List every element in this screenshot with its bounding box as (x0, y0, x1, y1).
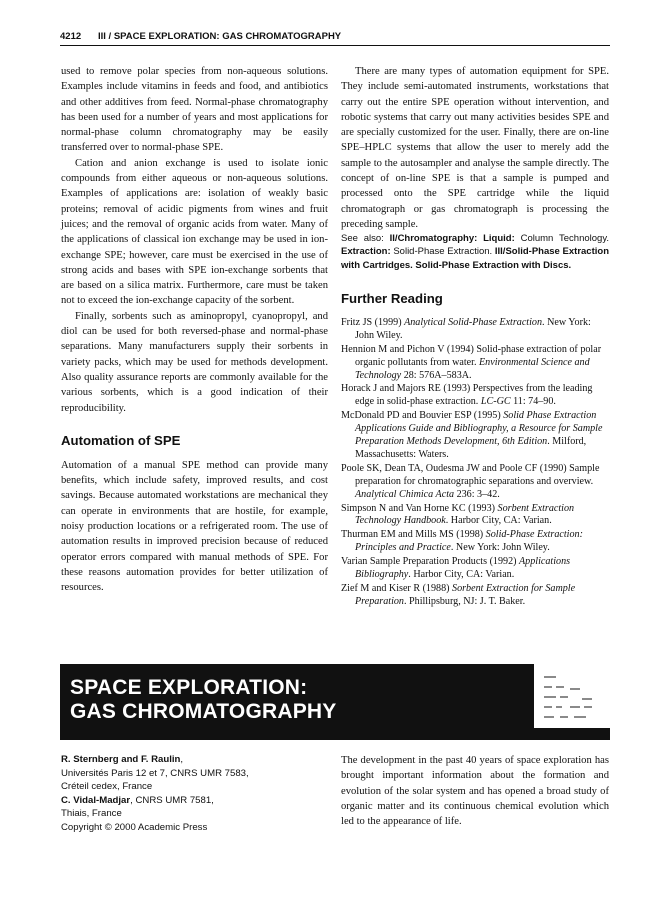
article-title-banner (60, 664, 610, 740)
intro-paragraph: The development in the past 40 years of space exploration has brought important information about the formation and evolution of the solar system and has opened a broad study of organic matter and its continuous chemical evolution which led to the appearance of life. (341, 755, 609, 828)
reference-item: Simpson N and Van Horne KC (1993) Sorbent Extraction Technology Handbook. Harbor City, CA: Varian. (341, 502, 575, 527)
see-also (341, 232, 609, 272)
see-also-prefix: See also: (341, 233, 384, 245)
reference-item: Fritz JS (1999) Analytical Solid-Phase Extraction. New York: John Wiley. (341, 316, 591, 341)
reference-item: Zief M and Kiser R (1988) Sorbent Extraction for Sample Preparation. Phillipsburg, NJ: J. T. Baker. (341, 583, 576, 607)
reference-item: Thurman EM and Mills MS (1998) Solid-Phase Extraction: Principles and Practice. New York: John Wiley. (341, 529, 583, 554)
reference-item: Hennion M and Pichon V (1994) Solid-phase extraction of polar organic pollutants from water. Environmental Science and Technology 28: 576A–583A. (341, 343, 602, 381)
author-names-1: R. Sternberg and F. Raulin (61, 754, 181, 765)
automation-heading: Automation of SPE (61, 432, 181, 448)
automation-equipment-paragraph: There are many types of automation equipment for SPE. They include semi-automated instruments, workstations that carry out the entire SPE operation without intervention, and robotic systems that carry out many activities besides SPE and are specially customized for the user. Finally, there are on-line SPE–HPLC systems that allow the user to merely add the sample to the autosampler and analyse the sample directly. The concept of on-line SPE is that a sample is pumped and processed onto the SPE cartridge while the liquid chromatograph or gas chromatograph is processing the preceding sample. (341, 66, 609, 230)
left-column (61, 64, 328, 596)
reference-item: Poole SK, Dean TA, Oudesma JW and Poole CF (1990) Sample preparation for chromatographic separations and overview. Analytical Chimica Acta 236: 3–42. (341, 462, 600, 500)
affiliation-1-location: Créteil cedex, France (61, 781, 153, 793)
reference-item: McDonald PD and Bouvier ESP (1995) Solid Phase Extraction Applications Guide and Bibliography, a Resource for Sample Preparation Methods Development, 6th Edition. Milford, Massachusetts: Waters. (341, 410, 603, 460)
right-column (341, 64, 609, 610)
further-reading-heading: Further Reading (341, 290, 443, 306)
running-title: III / SPACE EXPLORATION: GAS CHROMATOGRAPHY (98, 31, 342, 42)
article-title-line-1: SPACE EXPLORATION: (70, 676, 308, 699)
affiliation-1: Universités Paris 12 et 7, CNRS UMR 7583, (61, 767, 249, 779)
see-also-link-solid-phase-extraction[interactable]: Solid-Phase Extraction. (393, 246, 493, 258)
page-number: 4212 (60, 31, 82, 42)
affiliation-2-location: Thiais, France (61, 808, 122, 820)
author-block (61, 753, 328, 835)
copyright: Copyright © 2000 Academic Press (61, 821, 208, 833)
reference-list (341, 317, 609, 609)
reference-item: Varian Sample Preparation Products (1992) Applications Bibliography. Harbor City, CA: Varian. (341, 556, 571, 581)
see-also-link-column-technology[interactable]: Column Technology. (520, 233, 610, 245)
body-paragraph: Cation and anion exchange is used to isolate ionic compounds from either aqueous or non-aqueous solutions. Examples of applications are: isolation of weakly basic proteins; removal of acidic pigments from wines and fruit juices; and the removal of organic acids from water. Many of the applications of classical ion exchange may be used in ion-exchange SPE; however, care must be exercised in the use of strong acids and bases with SPE ion-exchange sorbents that are based on a silica matrix. Furthermore, care must be taken not to exceed the ion-exchange capacity of the sorbent. (61, 157, 328, 307)
see-also-link-chromatography[interactable]: II/Chromatography: Liquid: (389, 233, 515, 245)
article-title (70, 676, 490, 724)
header-rule (60, 45, 610, 46)
author-name-2: C. Vidal-Madjar (61, 794, 131, 806)
see-also-link-spe-cartridges-discs[interactable]: III/Solid-Phase Extraction with Cartridges. Solid-Phase Extraction with Discs. (341, 246, 609, 271)
see-also-link-extraction[interactable]: Extraction: (341, 246, 391, 258)
running-head (60, 28, 610, 46)
chromatogram-icon (534, 664, 610, 728)
article-title-line-2: GAS CHROMATOGRAPHY (70, 700, 337, 723)
body-paragraph: Finally, sorbents such as aminopropyl, cyanopropyl, and diol can be used for both reversed-phase and normal-phase separations. Many manufacturers supply their sorbents in variety packs, which may be used for methods development. Also quality assurance reports are commonly available for the various sorbents, which is a good indication of their reproducibility. (61, 310, 328, 414)
author-line-2: C. Vidal-Madjar, CNRS UMR 7581, (61, 794, 214, 806)
body-paragraph: used to remove polar species from non-aqueous solutions. Examples include vitamins in feeds and food, and antibiotics and other additives from feed. Normal-phase chromatography has been used for a number of years and most applications for normal-phase column chromatography may be easily transferred over to normal-phase SPE. (61, 66, 328, 154)
automation-paragraph: Automation of a manual SPE method can provide many benefits, which include safety, improved results, and cost savings. Because automated workstations are mechanical they can operate in environments that are hostile, for example, noisy production locations or a refrigerated room. The use of automation results in improved precision because of reduced operator errors compared with manual methods of SPE. For these reasons automation provides for better utilization of resources. (61, 459, 328, 594)
author-line-1: R. Sternberg and F. Raulin, (61, 754, 184, 765)
reference-item: Horack J and Majors RE (1993) Perspectives from the leading edge in solid-phase extraction. LC-GC 11: 74–90. (341, 383, 593, 408)
